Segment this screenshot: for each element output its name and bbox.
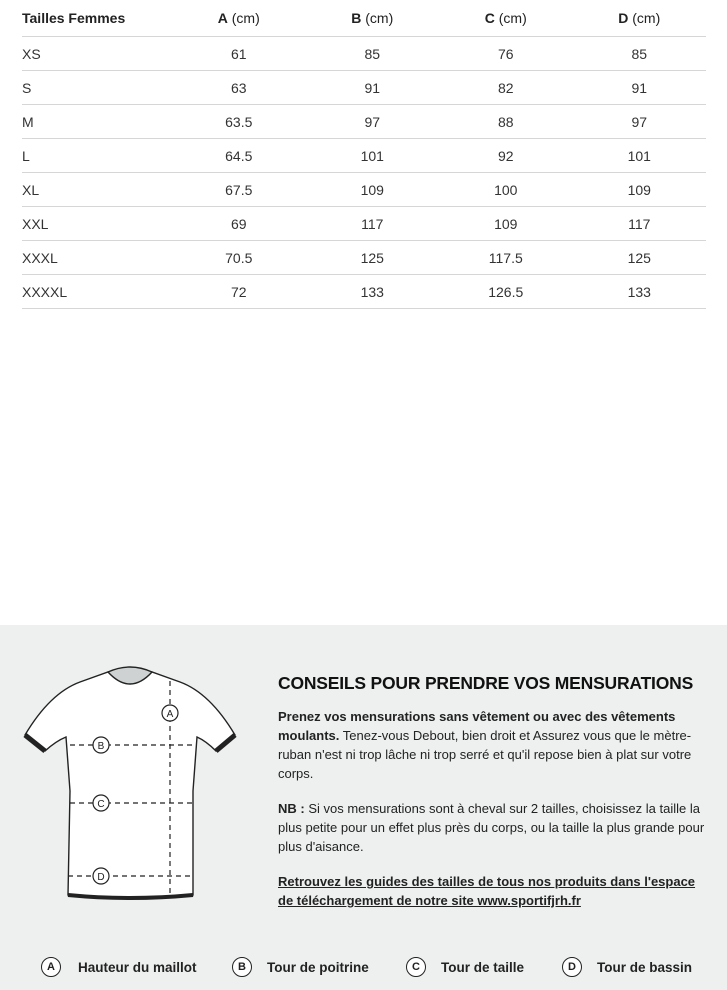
size-label: XXXL [22, 241, 172, 275]
measurement-cell: 63 [172, 71, 306, 105]
measurement-cell: 61 [172, 37, 306, 71]
advice-paragraph-nb: NB : Si vos mensurations sont à cheval sur 2 tailles, choisissez la taille la plus petite pour un effet plus près du corps, ou la taille la plus grande pour plus d'aisance. [278, 801, 705, 854]
measurement-cell: 91 [306, 71, 440, 105]
legend-letter-c: C [406, 957, 426, 977]
measurement-cell: 63.5 [172, 105, 306, 139]
measurement-cell: 91 [573, 71, 707, 105]
measurement-cell: 97 [306, 105, 440, 139]
measurement-legend [0, 957, 727, 981]
measurement-cell: 101 [306, 139, 440, 173]
shirt-diagram [20, 663, 240, 903]
size-label: XXL [22, 207, 172, 241]
measurement-cell: 92 [439, 139, 573, 173]
table-row [22, 71, 706, 105]
legend-label-c: Tour de taille [441, 959, 525, 975]
measurement-cell: 109 [573, 173, 707, 207]
measurement-cell: 101 [573, 139, 707, 173]
measurement-cell: 125 [306, 241, 440, 275]
table-row [22, 173, 706, 207]
measurement-cell: 117 [573, 207, 707, 241]
table-row [22, 105, 706, 139]
measurement-cell: 67.5 [172, 173, 306, 207]
legend-item-c [406, 957, 524, 977]
header-d: D (cm) [573, 0, 707, 37]
svg-text:C: C [97, 799, 105, 810]
table-row [22, 37, 706, 71]
measurement-cell: 88 [439, 105, 573, 139]
legend-label-d: Tour de bassin [597, 959, 693, 975]
measurement-cell: 85 [306, 37, 440, 71]
size-label: L [22, 139, 172, 173]
measurement-cell: 97 [573, 105, 707, 139]
marker-c [93, 795, 109, 811]
size-label: XS [22, 37, 172, 71]
legend-letter-a: A [41, 957, 61, 977]
advice-text [278, 673, 710, 910]
legend-item-d [562, 957, 692, 977]
measurement-cell: 85 [573, 37, 707, 71]
measurement-cell: 109 [439, 207, 573, 241]
measurement-cell: 125 [573, 241, 707, 275]
table-body [22, 37, 706, 309]
measurement-cell: 82 [439, 71, 573, 105]
legend-label-a: Hauteur du maillot [78, 959, 197, 975]
table-row [22, 275, 706, 309]
svg-text:D: D [97, 872, 105, 883]
size-guides-link[interactable]: Retrouvez les guides des tailles de tous nos produits dans l'espace de téléchargement de notre site www.sportifjrh.fr [278, 874, 696, 908]
legend-label-b: Tour de poitrine [267, 959, 369, 975]
table-row [22, 139, 706, 173]
table-row [22, 207, 706, 241]
table-header-row [22, 0, 706, 37]
measurement-cell: 76 [439, 37, 573, 71]
measurement-cell: 69 [172, 207, 306, 241]
header-a: A (cm) [172, 0, 306, 37]
size-label: M [22, 105, 172, 139]
measurement-advice-panel [0, 625, 727, 990]
advice-paragraph-1: Prenez vos mensurations sans vêtement ou avec des vêtements moulants. Tenez-vous Debout, bien droit et Assurez vous que le mètre-ruban n'est ni trop lâche ni trop serré et qu'il repose bien à plat sur votre corps. [278, 709, 692, 781]
header-c: C (cm) [439, 0, 573, 37]
table-row [22, 241, 706, 275]
advice-title: CONSEILS POUR PRENDRE VOS MENSURATIONS [278, 673, 694, 693]
legend-item-b [232, 957, 369, 977]
svg-text:A: A [166, 709, 174, 720]
size-label: XL [22, 173, 172, 207]
measurement-cell: 72 [172, 275, 306, 309]
marker-b [93, 737, 109, 753]
measurement-cell: 70.5 [172, 241, 306, 275]
measurement-cell: 109 [306, 173, 440, 207]
measurement-cell: 117.5 [439, 241, 573, 275]
measurement-cell: 117 [306, 207, 440, 241]
marker-d [93, 868, 109, 884]
marker-a [162, 705, 178, 721]
measurement-cell: 133 [573, 275, 707, 309]
size-label: XXXXL [22, 275, 172, 309]
header-b: B (cm) [306, 0, 440, 37]
legend-letter-d: D [562, 957, 582, 977]
size-label: S [22, 71, 172, 105]
size-table [22, 0, 706, 309]
measurement-cell: 126.5 [439, 275, 573, 309]
legend-letter-b: B [232, 957, 252, 977]
measurement-cell: 100 [439, 173, 573, 207]
header-size: Tailles Femmes [22, 0, 172, 37]
svg-text:B: B [97, 741, 105, 752]
measurement-cell: 133 [306, 275, 440, 309]
measurement-cell: 64.5 [172, 139, 306, 173]
legend-item-a [41, 957, 197, 977]
